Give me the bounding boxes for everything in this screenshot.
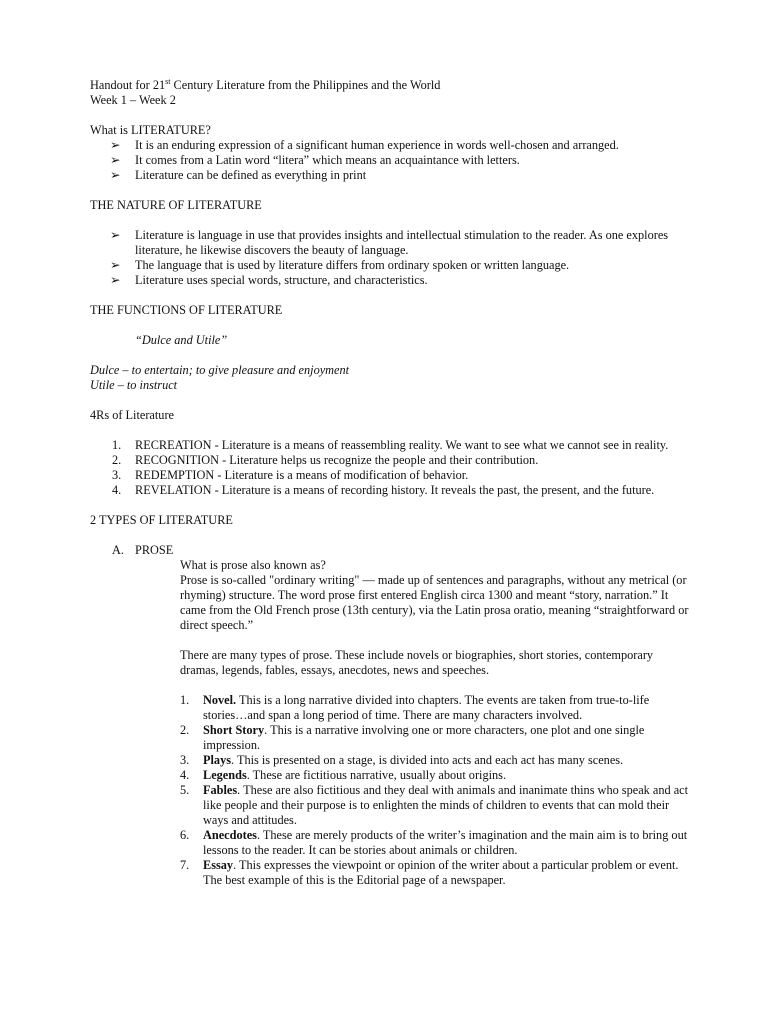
list-item-text: REDEMPTION - Literature is a means of modification of behavior. <box>135 468 469 482</box>
weeks-label: Week 1 – Week 2 <box>90 93 176 107</box>
title-superscript: st <box>165 76 171 86</box>
item-term: Short Story <box>203 723 265 737</box>
four-rs-heading: 4Rs of Literature <box>90 408 175 422</box>
item-term: Legends <box>203 768 247 782</box>
list-item <box>90 453 690 468</box>
item-number: 3. <box>112 468 122 482</box>
list-item-text: . These are also fictitious and they deal with animals and inanimate thins who speak and act like people and their purpose is to enlighten the minds of children to events that can mold their ways and attitudes. <box>203 783 689 827</box>
item-term: Fables <box>203 783 238 797</box>
arrow-bullet-icon: ➢ <box>110 138 121 152</box>
list-item-text: The language that is used by literature differs from ordinary spoken or written language. <box>135 258 570 272</box>
item-number: 3. <box>180 753 190 767</box>
list-item <box>90 468 690 483</box>
list-item <box>180 768 690 783</box>
title-text-rest: Century Literature from the Philippines and the World <box>170 78 441 92</box>
utile-definition: Utile – to instruct <box>90 378 178 392</box>
list-item <box>90 153 690 168</box>
handout-header <box>90 78 690 108</box>
item-term: Plays <box>203 753 232 767</box>
what-is-list <box>90 138 690 183</box>
prose-section <box>90 543 690 888</box>
prose-types-intro: There are many types of prose. These include novels or biographies, short stories, contemporary dramas, legends, fables, essays, anecdotes, news and speeches. <box>180 648 654 677</box>
arrow-bullet-icon: ➢ <box>110 258 121 272</box>
item-number: 4. <box>180 768 190 782</box>
section-letter: A. <box>112 543 124 557</box>
list-item-text: This is a long narrative divided into chapters. The events are taken from true-to-life stories…and span a long period of time. There are many characters involved. <box>203 693 650 722</box>
nature-list <box>90 228 690 288</box>
list-item <box>90 138 690 153</box>
item-term: Novel. <box>203 693 237 707</box>
document-content <box>90 78 690 888</box>
prose-types-list <box>180 693 690 888</box>
list-item-text: . This is a narrative involving one or more characters, one plot and one single impression. <box>203 723 645 752</box>
item-number: 6. <box>180 828 190 842</box>
dulce-definition: Dulce – to entertain; to give pleasure and enjoyment <box>90 363 350 377</box>
list-item <box>90 483 690 498</box>
dulce-utile-quote: “Dulce and Utile” <box>135 333 228 347</box>
list-item-text: . These are fictitious narrative, usually about origins. <box>246 768 507 782</box>
list-item-text: . These are merely products of the writer’s imagination and the main aim is to bring out lessons to the reader. It can be stories about animals or children. <box>203 828 688 857</box>
four-rs-list <box>90 438 690 498</box>
list-item <box>90 168 690 183</box>
arrow-bullet-icon: ➢ <box>110 168 121 182</box>
list-item <box>180 858 690 888</box>
functions-heading: THE FUNCTIONS OF LITERATURE <box>90 303 283 317</box>
item-number: 4. <box>112 483 122 497</box>
list-item-text: . This is presented on a stage, is divided into acts and each act has many scenes. <box>231 753 624 767</box>
list-item-text: Literature is language in use that provides insights and intellectual stimulation to the reader. As one explores literature, he likewise discovers the beauty of language. <box>135 228 669 257</box>
list-item <box>180 828 690 858</box>
arrow-bullet-icon: ➢ <box>110 228 121 242</box>
title-text: Handout for 21 <box>90 78 166 92</box>
list-item-text: RECREATION - Literature is a means of reassembling reality. We want to see what we cannot see in reality. <box>135 438 669 452</box>
prose-title: PROSE <box>135 543 174 557</box>
item-number: 7. <box>180 858 190 872</box>
list-item-text: REVELATION - Literature is a means of recording history. It reveals the past, the present, and the future. <box>135 483 655 497</box>
item-term: Anecdotes <box>203 828 257 842</box>
list-item-text: It comes from a Latin word “litera” which means an acquaintance with letters. <box>135 153 520 167</box>
list-item <box>90 228 690 258</box>
list-item-text: Literature uses special words, structure, and characteristics. <box>135 273 428 287</box>
item-number: 1. <box>180 693 190 707</box>
item-number: 2. <box>180 723 190 737</box>
list-item <box>180 753 690 768</box>
list-item-text: Literature can be defined as everything in print <box>135 168 367 182</box>
list-item-text: It is an enduring expression of a significant human experience in words well-chosen and arranged. <box>135 138 619 152</box>
prose-definition: Prose is so-called "ordinary writing" — made up of sentences and paragraphs, without any metrical (or rhyming) structure. The word prose first entered English circa 1300 and meant “story, narration.” It came from the Old French prose (13th century), via the Latin prosa oratio, meaning “straightforward or direct speech.” <box>180 573 689 632</box>
item-number: 5. <box>180 783 190 797</box>
item-term: Essay <box>203 858 234 872</box>
list-item-text: RECOGNITION - Literature helps us recognize the people and their contribution. <box>135 453 539 467</box>
list-item <box>90 438 690 453</box>
list-item <box>180 783 690 828</box>
list-item <box>180 693 690 723</box>
item-number: 2. <box>112 453 122 467</box>
handout-title <box>90 78 690 93</box>
arrow-bullet-icon: ➢ <box>110 153 121 167</box>
list-item-text: . This expresses the viewpoint or opinion of the writer about a particular problem or event. The best example of this is the Editorial page of a newspaper. <box>203 858 679 887</box>
item-number: 1. <box>112 438 122 452</box>
types-list <box>90 543 690 888</box>
list-item <box>90 273 690 288</box>
list-item <box>90 258 690 273</box>
arrow-bullet-icon: ➢ <box>110 273 121 287</box>
types-heading: 2 TYPES OF LITERATURE <box>90 513 233 527</box>
what-is-heading: What is LITERATURE? <box>90 123 211 137</box>
prose-body <box>180 558 690 888</box>
prose-question: What is prose also known as? <box>180 558 326 572</box>
nature-heading: THE NATURE OF LITERATURE <box>90 198 262 212</box>
list-item <box>180 723 690 753</box>
